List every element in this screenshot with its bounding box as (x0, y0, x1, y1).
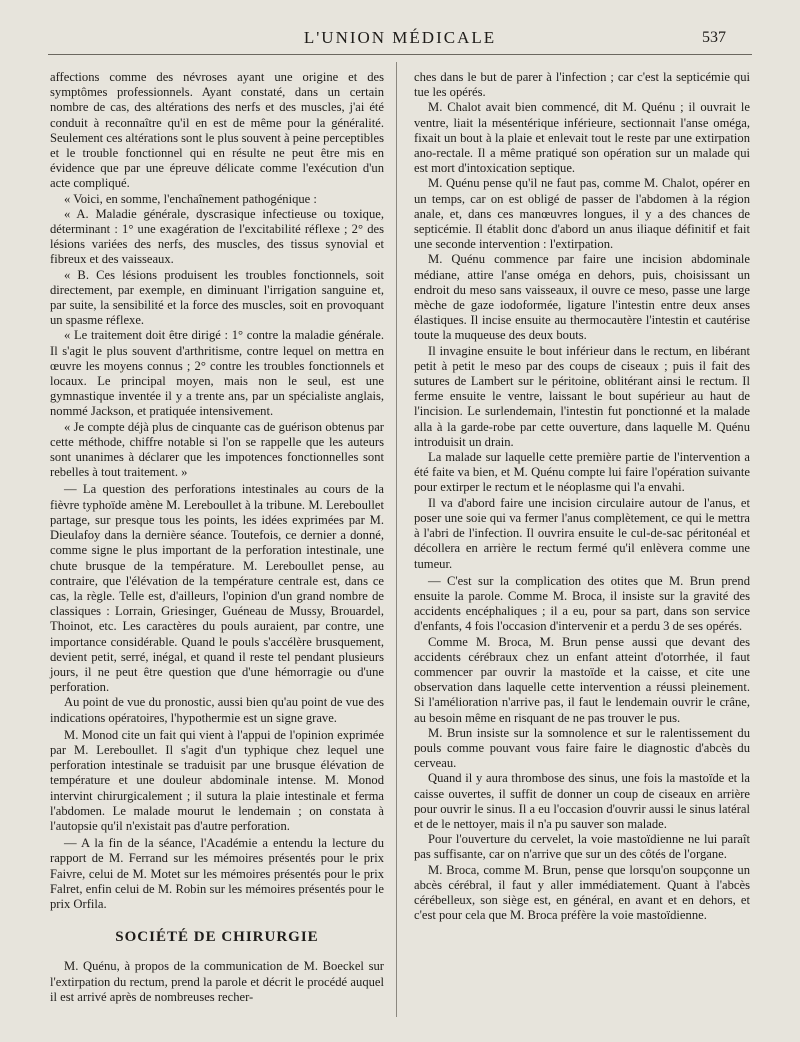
section-title: SOCIÉTÉ DE CHIRURGIE (115, 929, 319, 946)
paragraph: Au point de vue du pronostic, aussi bien qu'au point de vue des indications opératoires, l'hypothermie est un signe grave. (50, 695, 384, 725)
paragraph: « B. Ces lésions produisent les troubles fonctionnels, soit directement, par exemple, en diminuant l'irrigation sanguine et, par suite, la sensibilité et la force des muscles, soit en provoquant un spasme réflexe. (50, 267, 384, 328)
paragraph: M. Quénu commence par faire une incision abdominale médiane, attire l'anse oméga en dehors, puis, choisissant un endroit du meso sans vaisseaux, il ouvre ce meso, passe une large mèche de gaze iodoformée, ligature l'intestin entre deux anses élastiques. Il incise ensuite au thermocautère l'intestin et cautérise toute la muqueuse des deux bouts. (414, 252, 750, 343)
paragraph: « A. Maladie générale, dyscrasique infectieuse ou toxique, déterminant : 1° une exagération de l'excitabilité réflexe ; 2° des lésions variées des nerfs, des muscles, des tissus synovial et fibreux et des vaisseaux. (50, 206, 384, 267)
right-column (414, 70, 750, 923)
paragraph: — La question des perforations intestinales au cours de la fièvre typhoïde amène M. Lereboullet à la tribune. M. Lereboullet partage, sur presque tous les points, les idées exprimées par M. Dieulafoy dans la dernière séance. Toutefois, ce dernier a donné, comme signe le plus important de la perforation intestinale, une chute brusque de la température. M. Lereboullet pense, au contraire, que l'élévation de la température centrale est, dans ce cas, la règle. Telle est, d'ailleurs, l'opinion d'un grand nombre de classiques : Lorrain, Griesinger, Guéneau de Mussy, Brouardel, Thoinot, etc. Les caractères du pouls auraient, par contre, une importance considérable. Quand le pouls s'accélère brusquement, devient petit, serré, inégal, et quand il reste tel pendant plusieurs jours, il ne peut être question que d'une hémorragie ou d'une perforation. (50, 482, 384, 695)
page-number: 537 (702, 29, 726, 46)
paragraph: M. Quénu, à propos de la communication de M. Boeckel sur l'extirpation du rectum, prend la parole et décrit le procédé auquel il est arrivé après de nombreuses recher- (50, 959, 384, 1004)
page-header (48, 28, 752, 55)
left-column (50, 70, 384, 1005)
paragraph: ches dans le but de parer à l'infection ; car c'est la septicémie qui tue les opérés. (414, 70, 750, 100)
paragraph: Pour l'ouverture du cervelet, la voie mastoïdienne ne lui paraît pas suffisante, car on n'arrive que sur un des côtés de l'organe. (414, 832, 750, 862)
paragraph: Il invagine ensuite le bout inférieur dans le rectum, en libérant petit à petit le meso par des coups de ciseaux ; puis il fait des sutures de Lambert sur le péritoine, oblitérant ainsi le rectum. Il ferme ensuite le ventre, laissant le bout supérieur au haut de l'incision. Le surlendemain, l'intestin fut ponctionné et la malade alla à la garde-robe par cette ouverture, dans laquelle M. Quénu introduisit un drain. (414, 343, 750, 449)
paragraph: affections comme des névroses ayant une origine et des symptômes professionnels. Ayant constaté, dans un certain nombre de cas, des altérations des nerfs et des muscles, j'ai été conduit à reconnaître qu'il en est de même pour la généralité. Seulement ces altérations sont le plus souvent à peine perceptibles et le trouble fonctionnel qui en résulte ne peut être mis en évidence que par une épreuve délicate comme l'exécution d'un acte compliqué. (50, 70, 384, 191)
paragraph: Quand il y aura thrombose des sinus, une fois la mastoïde et la caisse ouvertes, il suffit de donner un coup de ciseaux en arrière pour ouvrir le sinus. Il a eu l'occasion d'ouvrir aussi le sinus latéral et de le nettoyer, mais il n'a pu sauver son malade. (414, 771, 750, 831)
paragraph: — C'est sur la complication des otites que M. Brun prend ensuite la parole. Comme M. Broca, il insiste sur la gravité des accidents encéphaliques ; il a eu, pour sa part, dans son service d'enfants, 4 fois l'occasion d'intervenir et a perdu 3 de ses opérés. (414, 573, 750, 634)
paragraph: M. Brun insiste sur la somnolence et sur le ralentissement du pouls comme pouvant vous faire faire le diagnostic d'abcès du cerveau. (414, 725, 750, 771)
paragraph: « Le traitement doit être dirigé : 1° contre la maladie générale. Il s'agit le plus souvent d'arthritisme, contre lequel on mettra en œuvre les moyens connus ; 2° contre les troubles fonctionnels et locaux. Le principal moyen, mais non le seul, est une gymnastique inventée il y a trente ans, par un spécialiste anglais, nommé Jackson, et pratiquée intensivement. (50, 328, 384, 419)
paragraph: « Voici, en somme, l'enchaînement pathogénique : (64, 191, 317, 206)
paragraph: — A la fin de la séance, l'Académie a entendu la lecture du rapport de M. Ferrand sur les mémoires présentés pour le prix Faivre, celui de M. Motet sur les mémoires présentés pour le prix Falret, enfin celui de M. Robin sur les mémoires présentés pour le prix Orfila. (50, 836, 384, 911)
paragraph: M. Chalot avait bien commencé, dit M. Quénu ; il ouvrait le ventre, liait la mésentérique inférieure, sectionnait l'anse oméga, fixait un bout à la plaie et enlevait tout le reste par une extirpation ano-rectale. Il a même pratiqué son opération sur un malade qui est mort d'intoxication septique. (414, 100, 750, 176)
paragraph: « Je compte déjà plus de cinquante cas de guérison obtenus par cette méthode, chiffre notable si l'on se rappelle que les auteurs sont unanimes à déclarer que les impotences fonctionnelles sont rebelles à tout traitement. » (50, 419, 384, 480)
paragraph: M. Broca, comme M. Brun, pense que lorsqu'on soupçonne un abcès cérébral, il faut y aller immédiatement. Quant à l'abcès cérébelleux, son siège est, en général, en avant et en dehors, et c'est pour cela que M. Broca préfère la voie mastoïdienne. (414, 862, 750, 923)
column-divider (396, 62, 397, 1017)
paragraph: Il va d'abord faire une incision circulaire autour de l'anus, et poser une soie qui va fermer l'anus complètement, ce qui le mettra à l'abri de l'infection. Il ouvrira ensuite le cul-de-sac péritonéal et décollera en arrière le rectum fermé qu'il enlèvera comme une tumeur. (414, 495, 750, 571)
paragraph: M. Quénu pense qu'il ne faut pas, comme M. Chalot, opérer en un temps, car on est obligé de passer de l'abdomen à la région anale, et, dans ces manœuvres longues, il y a des chances de septicémie. Il établit donc d'abord un anus iliaque définitif et fait une seconde intervention : l'extirpation. (414, 176, 750, 252)
running-title: L'UNION MÉDICALE (303, 28, 497, 47)
paragraph: Comme M. Broca, M. Brun pense aussi que devant des accidents cérébraux chez un enfant atteint d'otorrhée, il faut commencer par ouvrir la mastoïde et la caisse, et cite une observation dans laquelle cette intervention a réussi pleinement. Si l'amélioration n'arrive pas, il faut le lendemain ouvrir le crâne, au besoin même en risquant de ne pas trouver le pus. (414, 634, 750, 725)
paragraph: M. Monod cite un fait qui vient à l'appui de l'opinion exprimée par M. Lereboullet. Il s'agit d'un typhique chez lequel une perforation intestinale se traduisit par une brusque élévation de température et une douleur abdominale intense. M. Monod intervint chirurgicalement ; il sutura la plaie intestinale et ferma l'abdomen. Le malade mourut le lendemain ; on constata à l'autopsie qu'il n'existait pas d'autre perforation. (50, 727, 384, 833)
paragraph: La malade sur laquelle cette première partie de l'intervention a été faite va bien, et M. Quénu compte lui faire l'opération suivante pour extirper le rectum et le néoplasme qui l'a envahi. (414, 450, 750, 495)
